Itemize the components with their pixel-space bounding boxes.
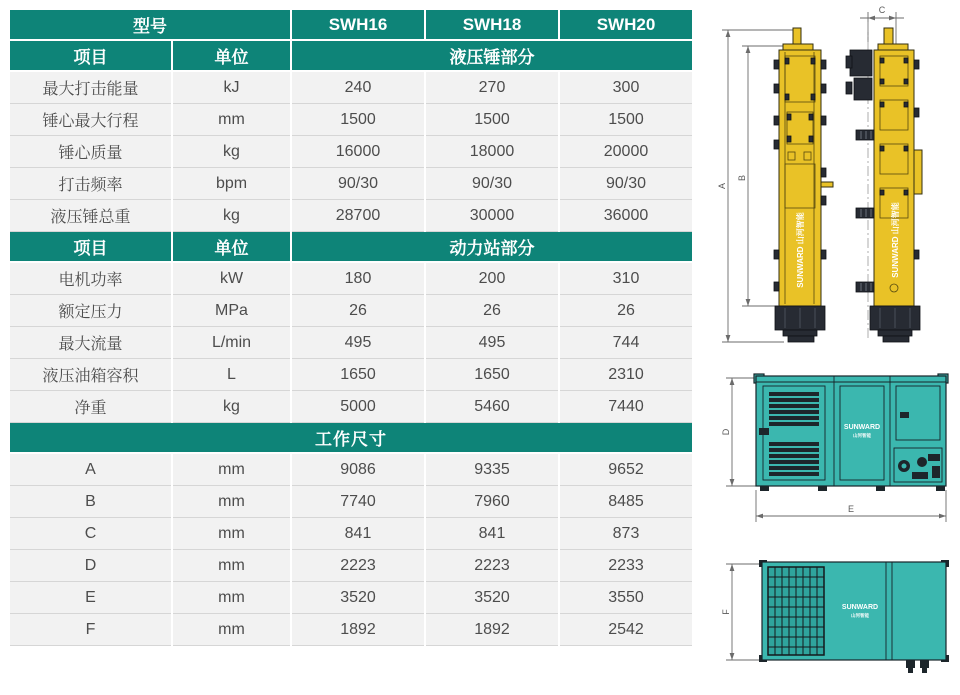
- value-cell: 744: [560, 327, 692, 359]
- table-row: [10, 136, 692, 168]
- svg-text:B: B: [737, 174, 747, 182]
- item-cell: 锤心质量: [10, 136, 171, 168]
- item-cell: 打击频率: [10, 168, 171, 200]
- value-cell: 1892: [426, 614, 558, 646]
- table-row: [10, 168, 692, 200]
- table-row: [10, 200, 692, 232]
- item-cell: 液压油箱容积: [10, 359, 171, 391]
- section-title-cell: 动力站部分: [292, 232, 692, 263]
- hammer-drawing: [700, 0, 960, 360]
- value-cell: 200: [426, 263, 558, 295]
- unit-cell: mm: [173, 614, 290, 646]
- value-cell: 310: [560, 263, 692, 295]
- value-cell: 2223: [292, 550, 424, 582]
- table-row: [10, 72, 692, 104]
- value-cell: 8485: [560, 486, 692, 518]
- value-cell: 7960: [426, 486, 558, 518]
- unit-cell: kg: [173, 200, 290, 232]
- value-cell: 90/30: [560, 168, 692, 200]
- value-cell: 841: [292, 518, 424, 550]
- value-cell: 1500: [560, 104, 692, 136]
- model-header-row: [10, 10, 692, 41]
- unit-cell: mm: [173, 518, 290, 550]
- item-header-cell: 项目: [10, 41, 171, 72]
- unit-cell: mm: [173, 550, 290, 582]
- value-cell: 841: [426, 518, 558, 550]
- value-cell: 5460: [426, 391, 558, 423]
- hose-flange: [856, 130, 874, 140]
- item-cell: 净重: [10, 391, 171, 423]
- value-cell: 2223: [426, 550, 558, 582]
- power-station-top-body: [759, 560, 949, 673]
- hose-flange: [856, 208, 874, 218]
- table-row: [10, 263, 692, 295]
- table-row: [10, 104, 692, 136]
- item-cell: 最大流量: [10, 327, 171, 359]
- table-row: [10, 295, 692, 327]
- unit-cell: MPa: [173, 295, 290, 327]
- table-row: [10, 391, 692, 423]
- value-cell: 495: [292, 327, 424, 359]
- dimensions-band-row: [10, 423, 692, 454]
- value-cell: 9652: [560, 454, 692, 486]
- value-cell: 7440: [560, 391, 692, 423]
- item-cell: F: [10, 614, 171, 646]
- value-cell: 16000: [292, 136, 424, 168]
- value-cell: 90/30: [292, 168, 424, 200]
- value-cell: 1500: [292, 104, 424, 136]
- unit-cell: mm: [173, 582, 290, 614]
- item-cell: 锤心最大行程: [10, 104, 171, 136]
- power-station-body: [754, 374, 948, 491]
- section-title-cell: 液压锤部分: [292, 41, 692, 72]
- value-cell: 36000: [560, 200, 692, 232]
- svg-text:SUNWARD 山河智能: SUNWARD 山河智能: [891, 202, 900, 278]
- item-cell: A: [10, 454, 171, 486]
- value-cell: 26: [426, 295, 558, 327]
- value-cell: 240: [292, 72, 424, 104]
- svg-text:SUNWARD: SUNWARD: [841, 604, 879, 611]
- value-cell: 495: [426, 327, 558, 359]
- dimension-line-e: [756, 490, 946, 522]
- value-cell: 3520: [292, 582, 424, 614]
- value-cell: 90/30: [426, 168, 558, 200]
- door-handle: [900, 412, 909, 418]
- svg-text:SUNWARD 山河智能: SUNWARD 山河智能: [796, 212, 805, 288]
- unit-cell: L/min: [173, 327, 290, 359]
- power-station-top-drawing: [700, 540, 960, 695]
- value-cell: 2542: [560, 614, 692, 646]
- value-cell: 1892: [292, 614, 424, 646]
- value-cell: 20000: [560, 136, 692, 168]
- hose-connectors: [906, 660, 929, 673]
- dimension-line-d: [721, 378, 756, 486]
- unit-cell: mm: [173, 486, 290, 518]
- value-cell: 3520: [426, 582, 558, 614]
- unit-cell: mm: [173, 454, 290, 486]
- model-cell-swh18: SWH18: [426, 10, 558, 41]
- section-header-row: [10, 232, 692, 263]
- dimensions-title-cell: 工作尺寸: [10, 423, 692, 454]
- model-cell-swh20: SWH20: [560, 10, 692, 41]
- radiator-grille: [768, 567, 824, 655]
- section-header-row: [10, 41, 692, 72]
- value-cell: 180: [292, 263, 424, 295]
- unit-cell: bpm: [173, 168, 290, 200]
- model-cell-swh16: SWH16: [292, 10, 424, 41]
- value-cell: 9335: [426, 454, 558, 486]
- value-cell: 18000: [426, 136, 558, 168]
- unit-cell: L: [173, 359, 290, 391]
- table-row: [10, 518, 692, 550]
- svg-text:C: C: [878, 5, 886, 15]
- unit-cell: kW: [173, 263, 290, 295]
- value-cell: 270: [426, 72, 558, 104]
- technical-drawings: [700, 0, 960, 695]
- svg-text:A: A: [717, 182, 727, 190]
- item-cell: B: [10, 486, 171, 518]
- table-row: [10, 582, 692, 614]
- item-cell: E: [10, 582, 171, 614]
- unit-cell: mm: [173, 104, 290, 136]
- table-row: [10, 454, 692, 486]
- table-row: [10, 486, 692, 518]
- value-cell: 26: [292, 295, 424, 327]
- value-cell: 1650: [426, 359, 558, 391]
- dimension-line-f: [721, 564, 762, 660]
- value-cell: 2310: [560, 359, 692, 391]
- svg-text:E: E: [847, 504, 855, 514]
- item-cell: 最大打击能量: [10, 72, 171, 104]
- value-cell: 1500: [426, 104, 558, 136]
- svg-text:SUNWARD: SUNWARD: [843, 424, 881, 431]
- hose-flange: [856, 282, 874, 292]
- hammer-front-view: [774, 28, 833, 342]
- value-cell: 2233: [560, 550, 692, 582]
- value-cell: 873: [560, 518, 692, 550]
- value-cell: 1650: [292, 359, 424, 391]
- power-station-side-drawing: [700, 362, 960, 540]
- value-cell: 30000: [426, 200, 558, 232]
- hammer-side-view: [846, 22, 922, 342]
- table-row: [10, 550, 692, 582]
- value-cell: 300: [560, 72, 692, 104]
- value-cell: 7740: [292, 486, 424, 518]
- table-row: [10, 359, 692, 391]
- svg-text:山河智能: 山河智能: [851, 613, 869, 618]
- table-row: [10, 614, 692, 646]
- svg-text:D: D: [721, 428, 731, 436]
- unit-cell: kg: [173, 136, 290, 168]
- svg-text:F: F: [721, 609, 731, 615]
- unit-cell: kJ: [173, 72, 290, 104]
- item-cell: D: [10, 550, 171, 582]
- spec-table-body: [10, 10, 692, 646]
- door-handle: [759, 428, 769, 435]
- model-label-cell: 型号: [10, 10, 290, 41]
- unit-cell: kg: [173, 391, 290, 423]
- item-cell: 额定压力: [10, 295, 171, 327]
- item-header-cell: 项目: [10, 232, 171, 263]
- unit-header-cell: 单位: [173, 232, 290, 263]
- value-cell: 28700: [292, 200, 424, 232]
- table-row: [10, 327, 692, 359]
- value-cell: 26: [560, 295, 692, 327]
- item-cell: C: [10, 518, 171, 550]
- spec-table: [8, 10, 694, 646]
- value-cell: 3550: [560, 582, 692, 614]
- item-cell: 液压锤总重: [10, 200, 171, 232]
- svg-text:山河智能: 山河智能: [853, 433, 871, 438]
- value-cell: 9086: [292, 454, 424, 486]
- unit-header-cell: 单位: [173, 41, 290, 72]
- item-cell: 电机功率: [10, 263, 171, 295]
- value-cell: 5000: [292, 391, 424, 423]
